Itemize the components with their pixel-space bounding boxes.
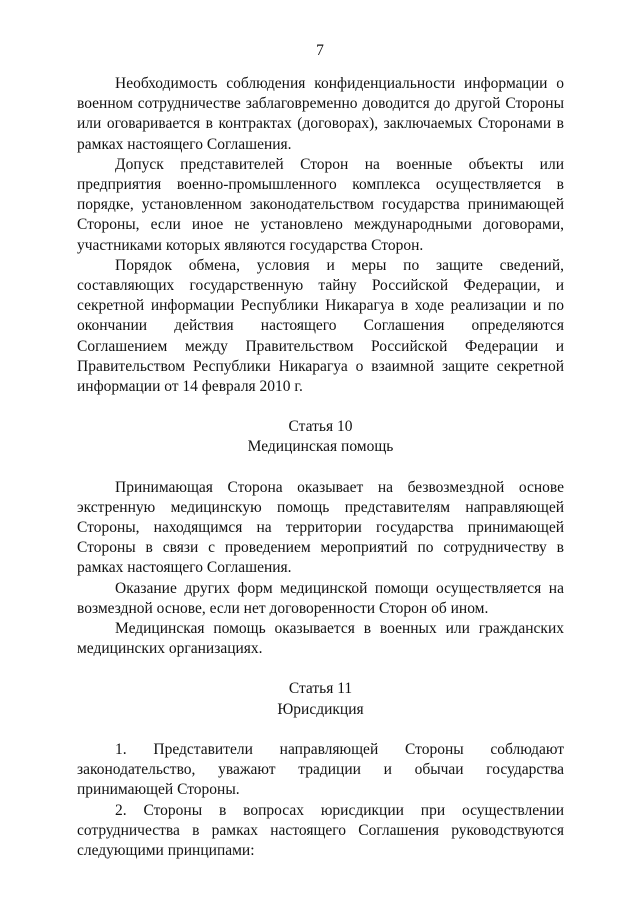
article-11-number: Статья 11 (288, 680, 353, 698)
confidentiality-section (77, 74, 564, 397)
paragraph-access: Допуск представителей Сторон на военные объекты или предприятия военно-промышленного комплекса осуществляется в порядке, установленном законодательством государства принимающей Стороны, если иное не установлено международными договорами, участниками которых являются государства Сторон. (77, 155, 564, 254)
article-10 (77, 417, 564, 659)
paragraph-jurisdiction-1: 1. Представители направляющей Стороны соблюдают законодательство, уважают традиции и обычаи государства принимающей Стороны. (77, 740, 564, 799)
paragraph-other-care: Оказание других форм медицинской помощи осуществляется на возмездной основе, если нет договоренности Сторон об ином. (77, 579, 564, 617)
article-10-title: Медицинская помощь (247, 438, 394, 456)
article-11-title: Юрисдикция (277, 700, 364, 718)
paragraph-confidentiality: Необходимость соблюдения конфиденциальности информации о военном сотрудничестве заблаговременно доводится до другой Стороны или оговаривается в контрактах (договорах), заключаемых Сторонами в рамках настоящего Соглашения. (77, 75, 564, 153)
article-10-number: Статья 10 (288, 418, 353, 436)
document-body (77, 74, 564, 861)
paragraph-care-facilities: Медицинская помощь оказывается в военных или гражданских медицинских организациях. (77, 620, 564, 658)
page-number: 7 (316, 42, 324, 59)
paragraph-jurisdiction-2: 2. Стороны в вопросах юрисдикции при осуществлении сотрудничества в рамках настоящего Соглашения руководствуются следующими принципами: (77, 801, 564, 859)
paragraph-secret-info: Порядок обмена, условия и меры по защите сведений, составляющих государственную тайну Российской Федерации, и секретной информации Республики Никарагуа в ходе реализации и по окончании действия настоящего Соглашения определяются Соглашением между Правительством Российской Федерации и Правительством Республики Никарагуа о взаимной защите секретной информации от 14 февраля 2010 г. (77, 256, 564, 396)
paragraph-emergency-care: Принимающая Сторона оказывает на безвозмездной основе экстренную медицинскую помощь представителям направляющей Стороны, находящимся на территории государства принимающей Стороны в связи с проведением мероприятий по сотрудничеству в рамках настоящего Соглашения. (77, 478, 564, 577)
article-11 (77, 679, 564, 861)
